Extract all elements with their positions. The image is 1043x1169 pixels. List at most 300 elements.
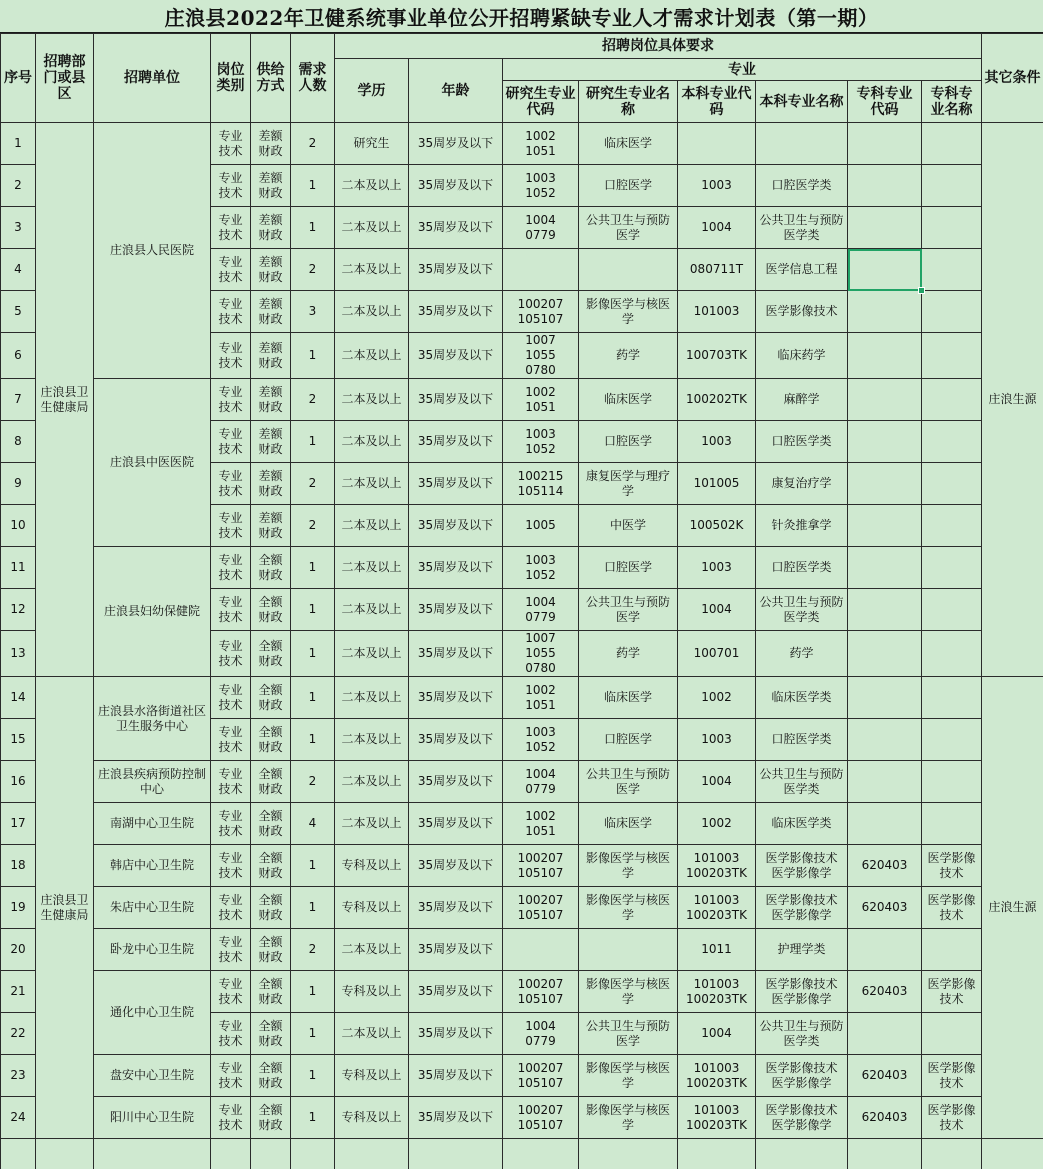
cell-type[interactable]: 专业技术 — [211, 505, 251, 547]
cell-supply[interactable]: 差额财政 — [251, 333, 291, 379]
cell-count[interactable]: 1 — [291, 677, 335, 719]
cell-cname[interactable] — [922, 803, 982, 845]
cell-unit[interactable]: 庄浪县妇幼保健院 — [94, 547, 211, 677]
cell-edu[interactable]: 二本及以上 — [335, 165, 409, 207]
cell-ucode[interactable]: 101003 100203TK — [678, 887, 756, 929]
cell-edu[interactable]: 研究生 — [335, 123, 409, 165]
cell-ucode[interactable]: 1003 — [678, 165, 756, 207]
cell-ucode[interactable]: 101003 100203TK — [678, 1097, 756, 1139]
cell-cname[interactable] — [922, 631, 982, 677]
cell-count[interactable]: 2 — [291, 123, 335, 165]
cell-cname[interactable]: 医学影像技术 — [922, 845, 982, 887]
cell-unit[interactable]: 庄浪县疾病预防控制中心 — [94, 761, 211, 803]
cell-gname[interactable]: 口腔医学 — [579, 547, 678, 589]
header-unit[interactable]: 招聘单位 — [94, 34, 211, 123]
cell-gcode[interactable]: 1004 0779 — [503, 207, 579, 249]
cell-gcode[interactable]: 1004 0779 — [503, 1013, 579, 1055]
cell-seq[interactable]: 5 — [1, 291, 36, 333]
cell-gname[interactable]: 药学 — [579, 333, 678, 379]
cell-gcode[interactable]: 1004 0779 — [503, 589, 579, 631]
cell-gcode[interactable]: 1007 1055 0780 — [503, 333, 579, 379]
cell-ucode[interactable]: 1004 — [678, 761, 756, 803]
cell-seq[interactable]: 20 — [1, 929, 36, 971]
cell-supply[interactable]: 差额财政 — [251, 249, 291, 291]
cell-gcode[interactable]: 1003 1052 — [503, 719, 579, 761]
selected-cell[interactable] — [848, 249, 922, 291]
cell-uname[interactable]: 医学影像技术 医学影像学 — [756, 845, 848, 887]
cell-cname[interactable] — [922, 505, 982, 547]
header-count[interactable]: 需求人数 — [291, 34, 335, 123]
cell-ccode[interactable] — [848, 677, 922, 719]
cell-other[interactable]: 庄浪生源 — [982, 123, 1043, 677]
cell-unit[interactable]: 庄浪县人民医院 — [94, 123, 211, 379]
cell-seq[interactable]: 19 — [1, 887, 36, 929]
cell-count[interactable]: 1 — [291, 719, 335, 761]
cell-supply[interactable]: 全额财政 — [251, 719, 291, 761]
cell-count[interactable]: 1 — [291, 165, 335, 207]
empty-cell[interactable] — [409, 1139, 503, 1169]
cell-ucode[interactable]: 1002 — [678, 677, 756, 719]
cell-edu[interactable]: 二本及以上 — [335, 505, 409, 547]
cell-cname[interactable] — [922, 761, 982, 803]
empty-cell[interactable] — [982, 1139, 1043, 1169]
cell-ucode[interactable]: 1004 — [678, 1013, 756, 1055]
cell-age[interactable]: 35周岁及以下 — [409, 165, 503, 207]
cell-cname[interactable] — [922, 589, 982, 631]
header-col-name[interactable]: 专科专业名称 — [922, 81, 982, 123]
cell-cname[interactable] — [922, 291, 982, 333]
cell-ccode[interactable] — [848, 631, 922, 677]
cell-edu[interactable]: 二本及以上 — [335, 803, 409, 845]
cell-gname[interactable]: 临床医学 — [579, 677, 678, 719]
cell-gcode[interactable]: 100207 105107 — [503, 971, 579, 1013]
cell-count[interactable]: 1 — [291, 631, 335, 677]
cell-age[interactable]: 35周岁及以下 — [409, 123, 503, 165]
header-post-type[interactable]: 岗位类别 — [211, 34, 251, 123]
cell-age[interactable]: 35周岁及以下 — [409, 463, 503, 505]
cell-uname[interactable] — [756, 123, 848, 165]
cell-count[interactable]: 2 — [291, 505, 335, 547]
cell-ccode[interactable]: 620403 — [848, 887, 922, 929]
header-dept[interactable]: 招聘部门或县区 — [36, 34, 94, 123]
cell-ucode[interactable]: 1004 — [678, 589, 756, 631]
cell-edu[interactable]: 专科及以上 — [335, 1055, 409, 1097]
cell-uname[interactable]: 口腔医学类 — [756, 547, 848, 589]
cell-seq[interactable]: 9 — [1, 463, 36, 505]
cell-edu[interactable]: 二本及以上 — [335, 631, 409, 677]
cell-ccode[interactable] — [848, 165, 922, 207]
cell-supply[interactable]: 全额财政 — [251, 971, 291, 1013]
cell-unit[interactable]: 韩店中心卫生院 — [94, 845, 211, 887]
cell-seq[interactable]: 4 — [1, 249, 36, 291]
cell-edu[interactable]: 二本及以上 — [335, 207, 409, 249]
cell-unit[interactable]: 卧龙中心卫生院 — [94, 929, 211, 971]
cell-age[interactable]: 35周岁及以下 — [409, 333, 503, 379]
cell-seq[interactable]: 15 — [1, 719, 36, 761]
cell-uname[interactable]: 公共卫生与预防医学类 — [756, 761, 848, 803]
cell-ucode[interactable] — [678, 123, 756, 165]
empty-cell[interactable] — [36, 1139, 94, 1169]
cell-edu[interactable]: 二本及以上 — [335, 719, 409, 761]
cell-seq[interactable]: 16 — [1, 761, 36, 803]
cell-uname[interactable]: 临床医学类 — [756, 677, 848, 719]
cell-gcode[interactable]: 100207 105107 — [503, 1055, 579, 1097]
cell-cname[interactable] — [922, 463, 982, 505]
cell-age[interactable]: 35周岁及以下 — [409, 1013, 503, 1055]
cell-type[interactable]: 专业技术 — [211, 207, 251, 249]
empty-cell[interactable] — [756, 1139, 848, 1169]
cell-supply[interactable]: 全额财政 — [251, 845, 291, 887]
header-requirements[interactable]: 招聘岗位具体要求 — [335, 34, 982, 59]
cell-gcode[interactable]: 1004 0779 — [503, 761, 579, 803]
cell-gname[interactable]: 康复医学与理疗学 — [579, 463, 678, 505]
cell-uname[interactable]: 护理学类 — [756, 929, 848, 971]
header-major[interactable]: 专业 — [503, 59, 982, 81]
cell-ucode[interactable]: 1002 — [678, 803, 756, 845]
cell-ucode[interactable]: 100202TK — [678, 379, 756, 421]
cell-ucode[interactable]: 1004 — [678, 207, 756, 249]
cell-ucode[interactable]: 101003 — [678, 291, 756, 333]
cell-ucode[interactable]: 101003 100203TK — [678, 971, 756, 1013]
empty-cell[interactable] — [503, 1139, 579, 1169]
empty-cell[interactable] — [251, 1139, 291, 1169]
cell-uname[interactable]: 口腔医学类 — [756, 165, 848, 207]
empty-cell[interactable] — [211, 1139, 251, 1169]
cell-cname[interactable] — [922, 249, 982, 291]
empty-cell[interactable] — [1, 1139, 36, 1169]
cell-cname[interactable] — [922, 165, 982, 207]
cell-seq[interactable]: 24 — [1, 1097, 36, 1139]
cell-type[interactable]: 专业技术 — [211, 719, 251, 761]
cell-ccode[interactable] — [848, 463, 922, 505]
cell-type[interactable]: 专业技术 — [211, 1055, 251, 1097]
cell-ccode[interactable]: 620403 — [848, 971, 922, 1013]
cell-gname[interactable]: 影像医学与核医学 — [579, 971, 678, 1013]
cell-age[interactable]: 35周岁及以下 — [409, 249, 503, 291]
cell-count[interactable]: 1 — [291, 421, 335, 463]
header-col-code[interactable]: 专科专业代码 — [848, 81, 922, 123]
cell-uname[interactable]: 针灸推拿学 — [756, 505, 848, 547]
cell-count[interactable]: 2 — [291, 379, 335, 421]
cell-cname[interactable] — [922, 1013, 982, 1055]
cell-age[interactable]: 35周岁及以下 — [409, 761, 503, 803]
cell-count[interactable]: 2 — [291, 761, 335, 803]
cell-uname[interactable]: 医学影像技术 医学影像学 — [756, 1097, 848, 1139]
cell-ccode[interactable] — [848, 1013, 922, 1055]
cell-supply[interactable]: 全额财政 — [251, 547, 291, 589]
cell-uname[interactable]: 康复治疗学 — [756, 463, 848, 505]
cell-supply[interactable]: 全额财政 — [251, 803, 291, 845]
cell-seq[interactable]: 12 — [1, 589, 36, 631]
cell-ccode[interactable] — [848, 589, 922, 631]
header-supply[interactable]: 供给方式 — [251, 34, 291, 123]
cell-edu[interactable]: 专科及以上 — [335, 845, 409, 887]
cell-uname[interactable]: 医学影像技术 医学影像学 — [756, 1055, 848, 1097]
cell-gcode[interactable]: 1005 — [503, 505, 579, 547]
cell-ccode[interactable] — [848, 123, 922, 165]
header-seq[interactable]: 序号 — [1, 34, 36, 123]
empty-cell[interactable] — [678, 1139, 756, 1169]
cell-gcode[interactable]: 100215 105114 — [503, 463, 579, 505]
cell-cname[interactable] — [922, 421, 982, 463]
cell-age[interactable]: 35周岁及以下 — [409, 1097, 503, 1139]
cell-uname[interactable]: 公共卫生与预防医学类 — [756, 589, 848, 631]
cell-gname[interactable]: 影像医学与核医学 — [579, 1097, 678, 1139]
cell-age[interactable]: 35周岁及以下 — [409, 887, 503, 929]
sheet-title[interactable]: 庄浪县2022年卫健系统事业单位公开招聘紧缺专业人才需求计划表（第一期） — [0, 0, 1043, 33]
cell-ccode[interactable] — [848, 929, 922, 971]
cell-uname[interactable]: 公共卫生与预防医学类 — [756, 1013, 848, 1055]
cell-gcode[interactable]: 1007 1055 0780 — [503, 631, 579, 677]
cell-uname[interactable]: 医学影像技术 医学影像学 — [756, 971, 848, 1013]
cell-type[interactable]: 专业技术 — [211, 589, 251, 631]
cell-gname[interactable]: 口腔医学 — [579, 719, 678, 761]
cell-supply[interactable]: 差额财政 — [251, 291, 291, 333]
cell-unit[interactable]: 南湖中心卫生院 — [94, 803, 211, 845]
cell-edu[interactable]: 二本及以上 — [335, 677, 409, 719]
cell-ucode[interactable]: 1011 — [678, 929, 756, 971]
cell-type[interactable]: 专业技术 — [211, 165, 251, 207]
cell-age[interactable]: 35周岁及以下 — [409, 379, 503, 421]
cell-edu[interactable]: 专科及以上 — [335, 887, 409, 929]
cell-count[interactable]: 2 — [291, 463, 335, 505]
cell-uname[interactable]: 医学影像技术 医学影像学 — [756, 887, 848, 929]
cell-dept[interactable]: 庄浪县卫生健康局 — [36, 677, 94, 1139]
cell-cname[interactable] — [922, 677, 982, 719]
cell-unit[interactable]: 阳川中心卫生院 — [94, 1097, 211, 1139]
cell-gname[interactable]: 口腔医学 — [579, 165, 678, 207]
cell-gcode[interactable]: 1003 1052 — [503, 165, 579, 207]
cell-supply[interactable]: 全额财政 — [251, 1013, 291, 1055]
cell-cname[interactable] — [922, 719, 982, 761]
cell-supply[interactable]: 差额财政 — [251, 123, 291, 165]
cell-cname[interactable]: 医学影像技术 — [922, 887, 982, 929]
cell-supply[interactable]: 差额财政 — [251, 165, 291, 207]
cell-count[interactable]: 1 — [291, 1097, 335, 1139]
cell-ccode[interactable]: 620403 — [848, 1097, 922, 1139]
cell-gname[interactable]: 公共卫生与预防医学 — [579, 589, 678, 631]
cell-edu[interactable]: 二本及以上 — [335, 379, 409, 421]
cell-age[interactable]: 35周岁及以下 — [409, 929, 503, 971]
cell-uname[interactable]: 口腔医学类 — [756, 421, 848, 463]
cell-gcode[interactable]: 1003 1052 — [503, 547, 579, 589]
cell-type[interactable]: 专业技术 — [211, 463, 251, 505]
cell-gcode[interactable]: 100207 105107 — [503, 1097, 579, 1139]
cell-seq[interactable]: 6 — [1, 333, 36, 379]
cell-seq[interactable]: 11 — [1, 547, 36, 589]
cell-supply[interactable]: 全额财政 — [251, 761, 291, 803]
cell-seq[interactable]: 18 — [1, 845, 36, 887]
cell-gname[interactable]: 影像医学与核医学 — [579, 291, 678, 333]
cell-gname[interactable]: 临床医学 — [579, 123, 678, 165]
cell-ccode[interactable] — [848, 333, 922, 379]
cell-type[interactable]: 专业技术 — [211, 379, 251, 421]
cell-age[interactable]: 35周岁及以下 — [409, 547, 503, 589]
cell-supply[interactable]: 差额财政 — [251, 463, 291, 505]
cell-gcode[interactable] — [503, 249, 579, 291]
cell-type[interactable]: 专业技术 — [211, 887, 251, 929]
cell-type[interactable]: 专业技术 — [211, 291, 251, 333]
cell-cname[interactable] — [922, 333, 982, 379]
cell-count[interactable]: 1 — [291, 333, 335, 379]
cell-supply[interactable]: 差额财政 — [251, 207, 291, 249]
header-ug-code[interactable]: 本科专业代码 — [678, 81, 756, 123]
cell-ccode[interactable] — [848, 421, 922, 463]
empty-cell[interactable] — [848, 1139, 922, 1169]
cell-seq[interactable]: 23 — [1, 1055, 36, 1097]
cell-type[interactable]: 专业技术 — [211, 845, 251, 887]
header-education[interactable]: 学历 — [335, 59, 409, 123]
cell-type[interactable]: 专业技术 — [211, 803, 251, 845]
cell-gname[interactable]: 影像医学与核医学 — [579, 887, 678, 929]
empty-cell[interactable] — [579, 1139, 678, 1169]
cell-ucode[interactable]: 100703TK — [678, 333, 756, 379]
cell-unit[interactable]: 盘安中心卫生院 — [94, 1055, 211, 1097]
cell-supply[interactable]: 全额财政 — [251, 1097, 291, 1139]
cell-gcode[interactable]: 100207 105107 — [503, 845, 579, 887]
cell-seq[interactable]: 3 — [1, 207, 36, 249]
cell-gname[interactable]: 临床医学 — [579, 803, 678, 845]
cell-seq[interactable]: 14 — [1, 677, 36, 719]
cell-supply[interactable]: 全额财政 — [251, 929, 291, 971]
cell-age[interactable]: 35周岁及以下 — [409, 677, 503, 719]
cell-age[interactable]: 35周岁及以下 — [409, 207, 503, 249]
cell-gname[interactable] — [579, 249, 678, 291]
cell-ccode[interactable]: 620403 — [848, 1055, 922, 1097]
cell-cname[interactable]: 医学影像技术 — [922, 1055, 982, 1097]
cell-type[interactable]: 专业技术 — [211, 971, 251, 1013]
cell-age[interactable]: 35周岁及以下 — [409, 803, 503, 845]
cell-type[interactable]: 专业技术 — [211, 421, 251, 463]
cell-seq[interactable]: 22 — [1, 1013, 36, 1055]
header-grad-code[interactable]: 研究生专业代码 — [503, 81, 579, 123]
cell-ccode[interactable] — [848, 547, 922, 589]
cell-age[interactable]: 35周岁及以下 — [409, 421, 503, 463]
cell-ucode[interactable]: 101003 100203TK — [678, 1055, 756, 1097]
cell-gname[interactable] — [579, 929, 678, 971]
cell-gcode[interactable]: 100207 105107 — [503, 291, 579, 333]
cell-count[interactable]: 2 — [291, 249, 335, 291]
header-grad-name[interactable]: 研究生专业名称 — [579, 81, 678, 123]
cell-unit[interactable]: 庄浪县水洛街道社区卫生服务中心 — [94, 677, 211, 761]
cell-ucode[interactable]: 080711T — [678, 249, 756, 291]
cell-ccode[interactable] — [848, 379, 922, 421]
cell-ucode[interactable]: 1003 — [678, 547, 756, 589]
cell-cname[interactable] — [922, 379, 982, 421]
cell-count[interactable]: 1 — [291, 589, 335, 631]
cell-ucode[interactable]: 101003 100203TK — [678, 845, 756, 887]
cell-edu[interactable]: 二本及以上 — [335, 761, 409, 803]
cell-edu[interactable]: 专科及以上 — [335, 1097, 409, 1139]
cell-uname[interactable]: 公共卫生与预防医学类 — [756, 207, 848, 249]
cell-uname[interactable]: 医学影像技术 — [756, 291, 848, 333]
cell-cname[interactable] — [922, 547, 982, 589]
cell-count[interactable]: 1 — [291, 845, 335, 887]
cell-gname[interactable]: 公共卫生与预防医学 — [579, 1013, 678, 1055]
cell-edu[interactable]: 二本及以上 — [335, 589, 409, 631]
cell-gname[interactable]: 药学 — [579, 631, 678, 677]
cell-cname[interactable] — [922, 123, 982, 165]
cell-ccode[interactable] — [848, 761, 922, 803]
cell-supply[interactable]: 全额财政 — [251, 1055, 291, 1097]
header-other[interactable]: 其它条件 — [982, 34, 1043, 123]
cell-seq[interactable]: 1 — [1, 123, 36, 165]
selection-fill-handle[interactable] — [918, 287, 925, 294]
empty-cell[interactable] — [922, 1139, 982, 1169]
cell-supply[interactable]: 全额财政 — [251, 887, 291, 929]
cell-gname[interactable]: 公共卫生与预防医学 — [579, 761, 678, 803]
empty-cell[interactable] — [335, 1139, 409, 1169]
cell-dept[interactable]: 庄浪县卫生健康局 — [36, 123, 94, 677]
cell-seq[interactable]: 10 — [1, 505, 36, 547]
cell-gname[interactable]: 临床医学 — [579, 379, 678, 421]
cell-gcode[interactable]: 1002 1051 — [503, 677, 579, 719]
cell-type[interactable]: 专业技术 — [211, 123, 251, 165]
cell-age[interactable]: 35周岁及以下 — [409, 719, 503, 761]
cell-age[interactable]: 35周岁及以下 — [409, 505, 503, 547]
cell-age[interactable]: 35周岁及以下 — [409, 845, 503, 887]
cell-type[interactable]: 专业技术 — [211, 547, 251, 589]
cell-ccode[interactable] — [848, 719, 922, 761]
cell-edu[interactable]: 二本及以上 — [335, 463, 409, 505]
cell-type[interactable]: 专业技术 — [211, 1013, 251, 1055]
cell-ccode[interactable] — [848, 291, 922, 333]
cell-edu[interactable]: 专科及以上 — [335, 971, 409, 1013]
empty-cell[interactable] — [291, 1139, 335, 1169]
cell-uname[interactable]: 临床医学类 — [756, 803, 848, 845]
cell-type[interactable]: 专业技术 — [211, 677, 251, 719]
cell-ucode[interactable]: 1003 — [678, 421, 756, 463]
cell-type[interactable]: 专业技术 — [211, 249, 251, 291]
cell-age[interactable]: 35周岁及以下 — [409, 631, 503, 677]
cell-uname[interactable]: 口腔医学类 — [756, 719, 848, 761]
cell-type[interactable]: 专业技术 — [211, 1097, 251, 1139]
cell-count[interactable]: 2 — [291, 929, 335, 971]
cell-age[interactable]: 35周岁及以下 — [409, 1055, 503, 1097]
cell-edu[interactable]: 二本及以上 — [335, 547, 409, 589]
cell-edu[interactable]: 二本及以上 — [335, 929, 409, 971]
cell-cname[interactable]: 医学影像技术 — [922, 1097, 982, 1139]
cell-gcode[interactable]: 100207 105107 — [503, 887, 579, 929]
cell-count[interactable]: 4 — [291, 803, 335, 845]
cell-unit[interactable]: 通化中心卫生院 — [94, 971, 211, 1055]
cell-uname[interactable]: 药学 — [756, 631, 848, 677]
cell-count[interactable]: 1 — [291, 207, 335, 249]
cell-edu[interactable]: 二本及以上 — [335, 421, 409, 463]
cell-seq[interactable]: 7 — [1, 379, 36, 421]
cell-count[interactable]: 1 — [291, 547, 335, 589]
cell-uname[interactable]: 麻醉学 — [756, 379, 848, 421]
cell-gname[interactable]: 公共卫生与预防医学 — [579, 207, 678, 249]
cell-unit[interactable]: 庄浪县中医医院 — [94, 379, 211, 547]
header-age[interactable]: 年龄 — [409, 59, 503, 123]
cell-ccode[interactable] — [848, 505, 922, 547]
cell-count[interactable]: 3 — [291, 291, 335, 333]
cell-seq[interactable]: 2 — [1, 165, 36, 207]
cell-ccode[interactable] — [848, 803, 922, 845]
cell-gname[interactable]: 口腔医学 — [579, 421, 678, 463]
cell-edu[interactable]: 二本及以上 — [335, 333, 409, 379]
cell-seq[interactable]: 21 — [1, 971, 36, 1013]
cell-cname[interactable] — [922, 207, 982, 249]
cell-edu[interactable]: 二本及以上 — [335, 291, 409, 333]
cell-gname[interactable]: 中医学 — [579, 505, 678, 547]
cell-age[interactable]: 35周岁及以下 — [409, 291, 503, 333]
header-ug-name[interactable]: 本科专业名称 — [756, 81, 848, 123]
cell-gcode[interactable] — [503, 929, 579, 971]
cell-cname[interactable]: 医学影像技术 — [922, 971, 982, 1013]
cell-gcode[interactable]: 1002 1051 — [503, 803, 579, 845]
